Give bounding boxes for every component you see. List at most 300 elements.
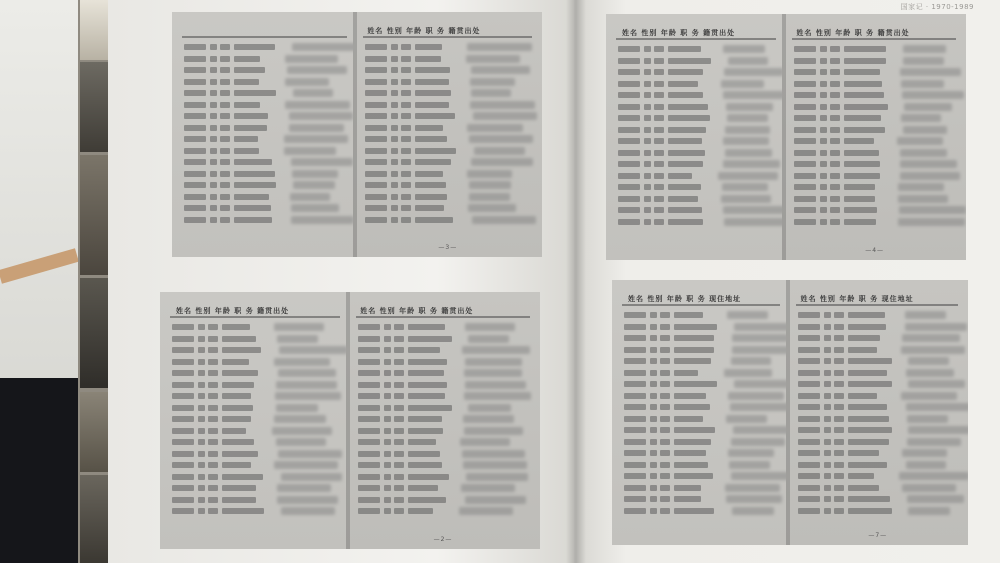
redacted-address (464, 369, 522, 377)
text-mark (198, 497, 205, 503)
text-mark (208, 370, 218, 376)
text-mark (384, 474, 391, 480)
text-mark (654, 207, 664, 213)
text-mark (222, 370, 258, 376)
document-sheet (612, 280, 790, 545)
text-mark (644, 150, 651, 156)
text-mark (401, 125, 411, 131)
text-mark (394, 324, 404, 330)
record-row (624, 506, 780, 516)
record-row (358, 414, 530, 424)
text-mark (624, 335, 646, 341)
redacted-address (724, 218, 791, 226)
text-mark (365, 148, 387, 154)
text-mark (644, 161, 651, 167)
text-mark (668, 92, 703, 98)
text-mark (824, 439, 831, 445)
record-row (624, 483, 780, 493)
text-mark (830, 46, 840, 52)
text-mark (358, 451, 380, 457)
redacted-address (467, 43, 532, 51)
redacted-address (284, 135, 348, 143)
text-mark (668, 46, 701, 52)
text-mark (834, 485, 844, 491)
record-row (798, 471, 958, 481)
redacted-address (464, 427, 524, 435)
redacted-address (279, 346, 347, 354)
text-mark (394, 370, 404, 376)
text-mark (222, 336, 256, 342)
text-mark (660, 404, 670, 410)
text-mark (401, 102, 411, 108)
text-mark (660, 450, 670, 456)
text-mark (365, 136, 387, 142)
text-mark (222, 359, 249, 365)
text-mark (408, 485, 438, 491)
text-mark (384, 508, 391, 514)
record-row (794, 182, 956, 192)
text-mark (220, 102, 230, 108)
text-mark (844, 115, 880, 121)
redacted-address (905, 323, 967, 331)
text-mark (234, 113, 268, 119)
record-row (184, 54, 347, 64)
text-mark (618, 161, 640, 167)
text-mark (208, 439, 218, 445)
text-mark (844, 81, 882, 87)
text-mark (650, 358, 657, 364)
record-row (358, 437, 530, 447)
text-mark (358, 382, 380, 388)
redacted-address (281, 473, 343, 481)
record-row (184, 42, 347, 52)
text-mark (394, 382, 404, 388)
redacted-address (729, 461, 770, 469)
text-mark (365, 194, 387, 200)
redacted-address (897, 137, 943, 145)
text-mark (198, 474, 205, 480)
header-rule (796, 304, 958, 306)
text-mark (660, 473, 670, 479)
table-header: 姓名 性别 年龄 职 务 籍贯出处 (622, 29, 736, 37)
text-mark (650, 439, 657, 445)
text-mark (674, 416, 703, 422)
record-row (798, 425, 958, 435)
record-row (794, 148, 956, 158)
text-mark (624, 439, 646, 445)
text-mark (654, 69, 664, 75)
text-mark (391, 182, 398, 188)
text-mark (660, 347, 670, 353)
text-mark (668, 127, 706, 133)
text-mark (618, 115, 640, 121)
text-mark (365, 44, 387, 50)
table-header: 姓名 性别 年龄 职 务 籍贯出处 (176, 307, 290, 315)
text-mark (394, 497, 404, 503)
text-mark (674, 312, 703, 318)
text-mark (624, 347, 646, 353)
text-mark (844, 150, 878, 156)
record-row (624, 437, 780, 447)
text-mark (365, 113, 387, 119)
redacted-address (733, 426, 795, 434)
text-mark (798, 324, 820, 330)
record-row (618, 102, 776, 112)
header-rule (363, 36, 532, 38)
record-row (618, 136, 776, 146)
text-mark (234, 159, 272, 165)
redacted-address (723, 160, 780, 168)
redacted-address (723, 206, 790, 214)
text-mark (391, 217, 398, 223)
text-mark (820, 104, 827, 110)
text-mark (210, 44, 217, 50)
record-row (624, 402, 780, 412)
header-rule (356, 316, 530, 318)
text-mark (184, 205, 206, 211)
text-mark (198, 382, 205, 388)
text-mark (384, 359, 391, 365)
text-mark (401, 90, 411, 96)
text-mark (674, 404, 710, 410)
text-mark (830, 138, 840, 144)
record-row (365, 169, 532, 179)
document-sheet (782, 14, 966, 260)
redacted-address (276, 404, 319, 412)
text-mark (172, 370, 194, 376)
text-mark (208, 382, 218, 388)
running-head: 国家记 · 1970-1989 (900, 3, 974, 11)
text-mark (220, 194, 230, 200)
text-mark (234, 67, 265, 73)
text-mark (408, 393, 444, 399)
redacted-address (277, 484, 331, 492)
text-mark (365, 56, 387, 62)
text-mark (618, 219, 640, 225)
text-mark (654, 81, 664, 87)
text-mark (798, 473, 820, 479)
text-mark (824, 335, 831, 341)
record-row (624, 414, 780, 424)
record-row (184, 146, 347, 156)
text-mark (220, 217, 230, 223)
record-row (794, 159, 956, 169)
text-mark (794, 219, 816, 225)
record-row (172, 391, 340, 401)
text-mark (184, 148, 206, 154)
text-mark (834, 324, 844, 330)
text-mark (222, 393, 251, 399)
redacted-address (291, 216, 355, 224)
text-mark (220, 56, 230, 62)
text-mark (824, 462, 831, 468)
text-mark (198, 485, 205, 491)
record-row (798, 356, 958, 366)
text-mark (820, 138, 827, 144)
redacted-address (722, 183, 768, 191)
redacted-address (285, 101, 350, 109)
text-mark (644, 115, 651, 121)
text-mark (798, 381, 820, 387)
redacted-address (287, 66, 347, 74)
text-mark (674, 324, 717, 330)
text-mark (644, 207, 651, 213)
text-mark (365, 125, 387, 131)
text-mark (798, 508, 820, 514)
redacted-address (901, 392, 957, 400)
text-mark (824, 370, 831, 376)
text-mark (384, 439, 391, 445)
page-number: —2— (433, 536, 453, 543)
text-mark (644, 58, 651, 64)
record-row (618, 125, 776, 135)
text-mark (660, 370, 670, 376)
text-mark (391, 44, 398, 50)
text-mark (358, 462, 380, 468)
text-mark (415, 217, 452, 223)
text-mark (618, 81, 640, 87)
text-mark (384, 416, 391, 422)
text-mark (794, 104, 816, 110)
text-mark (824, 381, 831, 387)
text-mark (220, 136, 230, 142)
text-mark (618, 150, 640, 156)
record-row (618, 56, 776, 66)
text-mark (384, 485, 391, 491)
text-mark (208, 474, 218, 480)
text-mark (844, 58, 886, 64)
text-mark (674, 347, 714, 353)
text-mark (222, 324, 250, 330)
text-mark (824, 416, 831, 422)
text-mark (234, 79, 259, 85)
text-mark (848, 439, 888, 445)
text-mark (644, 219, 651, 225)
text-mark (848, 312, 885, 318)
redacted-address (272, 427, 332, 435)
text-mark (210, 217, 217, 223)
text-mark (644, 81, 651, 87)
text-mark (650, 462, 657, 468)
text-mark (660, 427, 670, 433)
record-row (184, 169, 347, 179)
text-mark (650, 312, 657, 318)
text-mark (674, 381, 717, 387)
text-mark (415, 79, 448, 85)
record-row (624, 391, 780, 401)
redacted-address (274, 415, 325, 423)
record-row (624, 448, 780, 458)
text-mark (644, 127, 651, 133)
record-row (184, 77, 347, 87)
text-mark (798, 416, 820, 422)
text-mark (220, 125, 230, 131)
text-mark (415, 194, 447, 200)
record-row (365, 65, 532, 75)
redacted-address (275, 392, 342, 400)
sheet-fold (346, 292, 350, 549)
text-mark (358, 474, 380, 480)
text-mark (848, 324, 886, 330)
text-mark (844, 104, 888, 110)
text-mark (834, 439, 844, 445)
text-mark (668, 81, 698, 87)
text-mark (220, 148, 230, 154)
text-mark (618, 184, 640, 190)
redacted-address (463, 415, 514, 423)
text-mark (794, 92, 816, 98)
record-row (624, 379, 780, 389)
text-mark (358, 370, 380, 376)
text-mark (624, 508, 646, 514)
text-mark (830, 161, 840, 167)
text-mark (624, 496, 646, 502)
text-mark (798, 439, 820, 445)
text-mark (394, 428, 404, 434)
text-mark (222, 485, 256, 491)
text-mark (408, 451, 439, 457)
text-mark (798, 370, 820, 376)
text-mark (415, 136, 447, 142)
text-mark (820, 69, 827, 75)
text-mark (391, 194, 398, 200)
text-mark (618, 58, 640, 64)
text-mark (365, 102, 387, 108)
text-mark (824, 312, 831, 318)
text-mark (668, 104, 708, 110)
text-mark (415, 171, 443, 177)
text-mark (172, 359, 194, 365)
redacted-address (906, 403, 968, 411)
text-mark (401, 136, 411, 142)
text-mark (384, 336, 391, 342)
text-mark (220, 159, 230, 165)
table-header: 姓名 性别 年龄 职 务 现住地址 (628, 295, 742, 303)
text-mark (220, 44, 230, 50)
record-row (172, 506, 340, 516)
text-mark (365, 159, 387, 165)
text-mark (220, 67, 230, 73)
redacted-address (461, 484, 515, 492)
text-mark (401, 217, 411, 223)
text-mark (834, 358, 844, 364)
text-mark (844, 161, 880, 167)
redacted-address (285, 55, 339, 63)
text-mark (654, 104, 664, 110)
text-mark (208, 393, 218, 399)
record-row (365, 203, 532, 213)
redacted-address (471, 89, 511, 97)
text-mark (210, 159, 217, 165)
redacted-address (460, 438, 510, 446)
text-mark (794, 115, 816, 121)
text-mark (401, 148, 411, 154)
text-mark (798, 427, 820, 433)
text-mark (660, 324, 670, 330)
record-row (172, 322, 340, 332)
record-row (618, 171, 776, 181)
text-mark (834, 427, 844, 433)
text-mark (794, 81, 816, 87)
text-mark (668, 69, 703, 75)
text-mark (798, 335, 820, 341)
text-mark (830, 173, 840, 179)
record-row (172, 449, 340, 459)
redacted-address (905, 311, 947, 319)
text-mark (824, 508, 831, 514)
record-row (358, 426, 530, 436)
text-mark (391, 79, 398, 85)
text-mark (644, 196, 651, 202)
text-mark (401, 67, 411, 73)
redacted-address (723, 45, 766, 53)
text-mark (820, 127, 827, 133)
record-row (365, 88, 532, 98)
text-mark (654, 161, 664, 167)
redacted-address (467, 170, 512, 178)
text-mark (830, 69, 840, 75)
text-mark (172, 439, 194, 445)
text-mark (674, 473, 713, 479)
record-row (794, 205, 956, 215)
record-row (618, 159, 776, 169)
redacted-address (902, 484, 957, 492)
text-mark (415, 113, 455, 119)
text-mark (624, 450, 646, 456)
record-row (172, 472, 340, 482)
text-mark (358, 347, 380, 353)
record-row (172, 437, 340, 447)
record-row (358, 357, 530, 367)
document-sheet (346, 292, 540, 549)
record-row (358, 368, 530, 378)
text-mark (391, 159, 398, 165)
text-mark (184, 217, 206, 223)
text-mark (824, 473, 831, 479)
redacted-address (278, 450, 342, 458)
text-mark (184, 113, 206, 119)
record-row (618, 205, 776, 215)
text-mark (222, 462, 251, 468)
record-row (184, 111, 347, 121)
text-mark (208, 497, 218, 503)
record-row (172, 495, 340, 505)
text-mark (668, 58, 711, 64)
redacted-address (728, 392, 784, 400)
redacted-address (467, 124, 523, 132)
redacted-address (901, 80, 944, 88)
text-mark (208, 405, 218, 411)
text-mark (394, 393, 404, 399)
text-mark (172, 382, 194, 388)
text-mark (650, 450, 657, 456)
text-mark (365, 90, 387, 96)
record-row (798, 448, 958, 458)
text-mark (624, 462, 646, 468)
text-mark (624, 358, 646, 364)
sheet-fold (353, 12, 357, 257)
text-mark (830, 196, 840, 202)
text-mark (848, 473, 874, 479)
text-mark (172, 451, 194, 457)
text-mark (222, 508, 264, 514)
text-mark (794, 58, 816, 64)
text-mark (674, 485, 701, 491)
redacted-address (903, 126, 947, 134)
text-mark (660, 496, 670, 502)
text-mark (222, 382, 254, 388)
text-mark (794, 138, 816, 144)
